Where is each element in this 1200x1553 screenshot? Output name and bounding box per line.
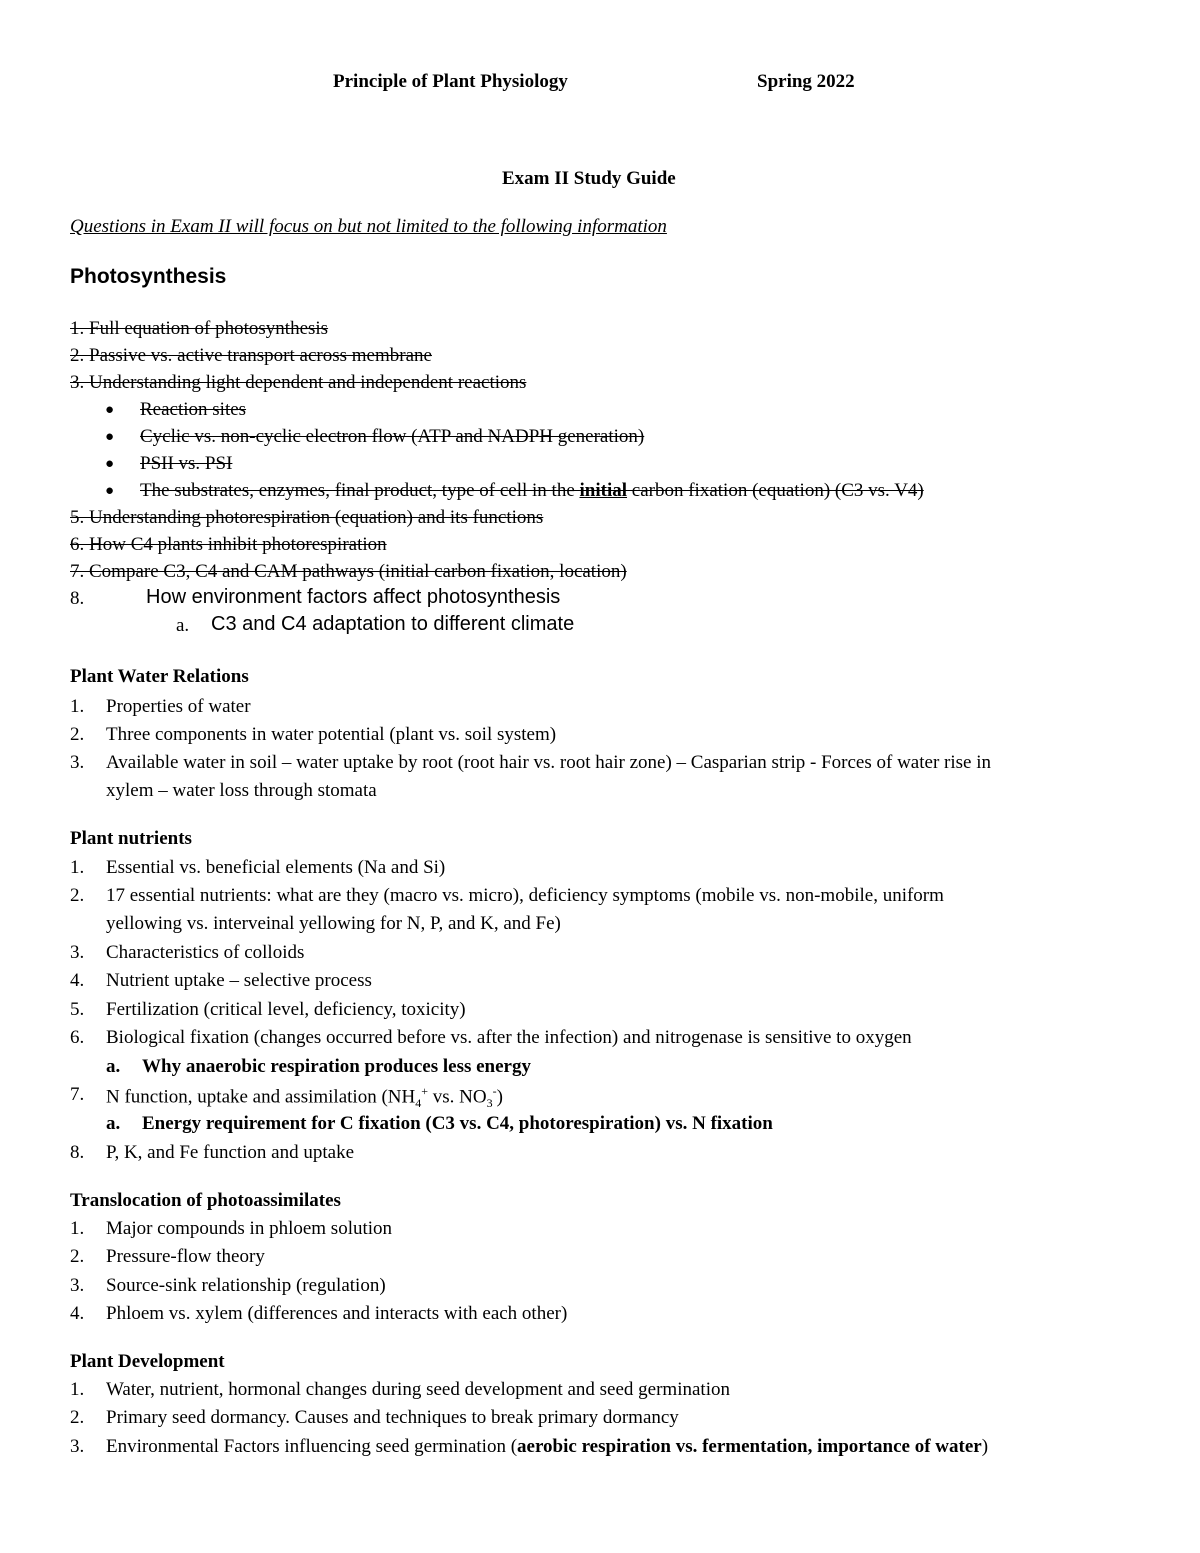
list-item: Phloem vs. xylem (differences and interacts with each other) <box>106 1303 568 1324</box>
list-item: PSII vs. PSI <box>140 453 233 474</box>
list-number: 3. <box>70 942 85 963</box>
list-item: Nutrient uptake – selective process <box>106 970 372 991</box>
page-title: Exam II Study Guide <box>502 168 676 189</box>
list-letter: a. <box>106 1113 121 1134</box>
emphasis-text: initial <box>579 480 628 501</box>
list-item: 1. Full equation of photosynthesis <box>70 318 329 339</box>
list-item: Three components in water potential (plant vs. soil system) <box>106 724 557 745</box>
list-item: How environment factors affect photosynthesis <box>146 586 561 608</box>
list-number: 1. <box>70 1218 85 1239</box>
bullet-icon: ● <box>105 483 115 499</box>
list-letter: a. <box>106 1056 121 1077</box>
list-number: 4. <box>70 1303 85 1324</box>
list-item: Pressure-flow theory <box>106 1246 265 1267</box>
list-item <box>106 1436 988 1458</box>
page-subtitle: Questions in Exam II will focus on but not limited to the following information <box>70 216 667 237</box>
bullet-icon: ● <box>105 429 115 445</box>
list-item-text: N function, uptake and assimilation (NH <box>106 1086 416 1108</box>
bullet-icon: ● <box>105 456 115 472</box>
list-item: Primary seed dormancy. Causes and techniques to break primary dormancy <box>106 1407 679 1428</box>
section-heading-development: Plant Development <box>70 1351 225 1372</box>
list-number: 2. <box>70 1246 85 1267</box>
superscript: + <box>421 1084 428 1098</box>
list-item: 2. Passive vs. active transport across membrane <box>70 345 432 366</box>
list-item: C3 and C4 adaptation to different climate <box>211 613 575 635</box>
list-item: yellowing vs. interveinal yellowing for N, P, and K, and Fe) <box>106 913 561 934</box>
list-item: Major compounds in phloem solution <box>106 1218 393 1239</box>
list-letter: a. <box>176 615 190 636</box>
list-item: Biological fixation (changes occurred before vs. after the infection) and nitrogenase is sensitive to oxygen <box>106 1027 912 1048</box>
list-number: 8. <box>70 1142 85 1163</box>
list-item: 5. Understanding photorespiration (equation) and its functions <box>70 507 544 528</box>
list-item: P, K, and Fe function and uptake <box>106 1142 355 1163</box>
list-item <box>106 1084 503 1111</box>
list-number: 3. <box>70 1436 85 1457</box>
list-number: 1. <box>70 696 85 717</box>
section-heading-photosynthesis: Photosynthesis <box>70 265 227 288</box>
list-number: 7. <box>70 1084 85 1105</box>
list-number: 6. <box>70 1027 85 1048</box>
list-number: 1. <box>70 857 85 878</box>
list-item: Characteristics of colloids <box>106 942 305 963</box>
list-item-text: vs. NO <box>428 1086 487 1108</box>
list-item: Source-sink relationship (regulation) <box>106 1275 386 1296</box>
list-item: Energy requirement for C fixation (C3 vs. C4, photorespiration) vs. N fixation <box>142 1113 773 1134</box>
list-item-text: Environmental Factors influencing seed germination ( <box>106 1436 518 1457</box>
list-item <box>140 477 924 505</box>
section-heading-translocation: Translocation of photoassimilates <box>70 1190 341 1211</box>
list-item: 3. Understanding light dependent and independent reactions <box>70 372 527 393</box>
list-item: Properties of water <box>106 696 251 717</box>
list-number: 5. <box>70 999 85 1020</box>
list-item: Essential vs. beneficial elements (Na and Si) <box>106 857 446 878</box>
section-heading-nutrients: Plant nutrients <box>70 828 192 849</box>
list-item-text: carbon fixation (equation) (C3 vs. V4) <box>627 480 924 501</box>
term-label: Spring 2022 <box>757 71 855 92</box>
subscript: 3 <box>486 1096 493 1111</box>
list-item: 6. How C4 plants inhibit photorespiration <box>70 534 387 555</box>
list-item: Reaction sites <box>140 399 247 420</box>
bullet-icon: ● <box>105 402 115 418</box>
list-item: Cyclic vs. non-cyclic electron flow (ATP and NADPH generation) <box>140 426 645 447</box>
list-item: Available water in soil – water uptake by root (root hair vs. root hair zone) – Casparian strip - Forces of water rise in <box>106 752 991 773</box>
list-number: 2. <box>70 885 85 906</box>
list-number: 4. <box>70 970 85 991</box>
list-number: 3. <box>70 1275 85 1296</box>
list-item: 7. Compare C3, C4 and CAM pathways (initial carbon fixation, location) <box>70 561 627 582</box>
subscript: 4 <box>415 1096 422 1111</box>
list-item: Fertilization (critical level, deficiency, toxicity) <box>106 999 466 1020</box>
list-item-text: ) <box>496 1086 503 1108</box>
section-heading-water: Plant Water Relations <box>70 666 249 687</box>
list-item: 17 essential nutrients: what are they (macro vs. micro), deficiency symptoms (mobile vs. non-mobile, uniform <box>106 885 944 906</box>
list-number: 1. <box>70 1379 85 1400</box>
emphasis-text: aerobic respiration vs. fermentation, importance of water <box>517 1436 982 1457</box>
superscript: - <box>492 1084 497 1098</box>
list-number: 2. <box>70 724 85 745</box>
list-item: Why anaerobic respiration produces less energy <box>142 1056 531 1077</box>
list-item-text: ) <box>981 1436 989 1457</box>
course-title: Principle of Plant Physiology <box>333 71 568 92</box>
list-number: 2. <box>70 1407 85 1428</box>
list-item-text: The substrates, enzymes, final product, type of cell in the <box>140 480 580 501</box>
list-item: Water, nutrient, hormonal changes during seed development and seed germination <box>106 1379 730 1400</box>
list-number: 8. <box>70 588 85 609</box>
list-number: 3. <box>70 752 85 773</box>
list-item: xylem – water loss through stomata <box>106 780 377 801</box>
